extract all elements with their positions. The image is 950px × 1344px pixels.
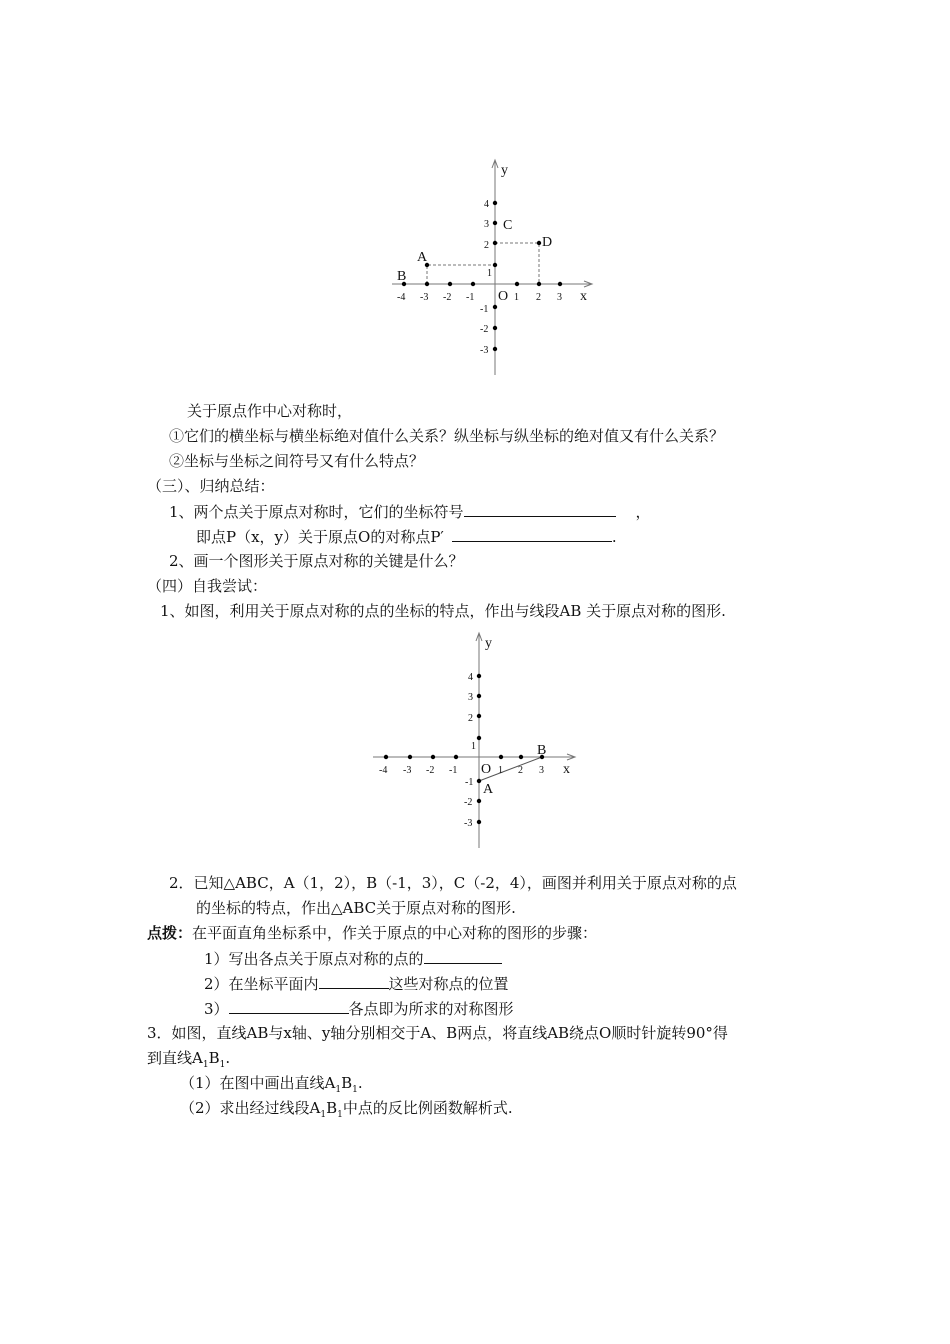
origin-label: O <box>481 762 492 777</box>
y-point-1 <box>477 736 481 740</box>
summary-1a-text: 1、两个点关于原点对称时，它们的坐标符号 <box>169 503 464 521</box>
y-axis-label: y <box>485 636 492 651</box>
q1-sub1: 1 <box>335 1085 342 1095</box>
x-tick-label: 1 <box>498 765 503 776</box>
point-label-d: D <box>542 235 553 250</box>
step-2-text-a: 2）在坐标平面内 <box>204 975 319 993</box>
y-axis-label: y <box>501 163 508 178</box>
origin-label: O <box>498 289 509 304</box>
q2-sub1: 1 <box>320 1110 327 1120</box>
y-tick-label: -1 <box>480 304 489 315</box>
x-tick-label: 2 <box>536 292 541 303</box>
y-tick-label: 1 <box>487 268 492 279</box>
y-tick-label: 4 <box>468 672 473 683</box>
point-label-b: B <box>397 269 407 284</box>
y-tick-label: 4 <box>484 199 489 210</box>
summary-1b <box>196 527 617 546</box>
x-point-3 <box>558 282 562 286</box>
y-point-neg1 <box>493 305 497 309</box>
x-point-2 <box>537 282 541 286</box>
y-tick-label: 2 <box>484 240 489 251</box>
x-point-neg4 <box>384 755 388 759</box>
q1-end: . <box>357 1074 363 1092</box>
y-point-3 <box>493 221 497 225</box>
x-point-neg3 <box>425 282 429 286</box>
y-point-2 <box>493 241 497 245</box>
answer-blank[interactable] <box>319 974 389 989</box>
x-tick-label: -1 <box>449 765 458 776</box>
dash-a <box>427 265 495 284</box>
answer-blank[interactable] <box>424 949 502 964</box>
task-2-line-2: 的坐标的特点，作出△ABC关于原点对称的图形. <box>196 899 516 917</box>
question-2: ②坐标与坐标之间符号又有什么特点？ <box>169 452 425 470</box>
point-label-a: A <box>417 250 428 265</box>
x-tick-label: -3 <box>403 765 412 776</box>
t3b-pre: 到直线A <box>147 1049 203 1067</box>
tip-line <box>147 924 597 942</box>
point-label-a: A <box>483 782 494 797</box>
task-3-line-2 <box>147 1049 230 1074</box>
answer-blank[interactable] <box>452 527 612 542</box>
coordinate-graph-1 <box>380 155 600 380</box>
step-3-text-b: 各点即为所求的对称图形 <box>348 1000 514 1018</box>
q2-sub2: 1 <box>337 1110 343 1120</box>
step-2-text-b: 这些对称点的位置 <box>388 975 509 993</box>
answer-blank[interactable] <box>229 999 349 1014</box>
summary-1a-end: ， <box>635 503 651 521</box>
summary-1a <box>169 502 651 521</box>
point-label-c: C <box>503 218 513 233</box>
dash-d <box>495 243 539 284</box>
y-point-neg3 <box>493 347 497 351</box>
question-1: ①它们的横坐标与横坐标绝对值什么关系？纵坐标与纵坐标的绝对值又有什么关系？ <box>169 427 725 445</box>
task-3-question-1 <box>180 1074 363 1099</box>
x-point-neg3 <box>408 755 412 759</box>
q2-mid: B <box>326 1099 338 1117</box>
task-3-line-1: 3．如图，直线AB与x轴、y轴分别相交于A、B两点，将直线AB绕点O顺时针旋转90°得 <box>147 1024 728 1042</box>
q2-end: 中点的反比例函数解析式. <box>342 1099 513 1117</box>
x-point-neg1 <box>454 755 458 759</box>
step-3 <box>204 999 514 1018</box>
point-a <box>477 779 481 783</box>
x-tick-label: 2 <box>518 765 523 776</box>
x-tick-label: 1 <box>514 292 519 303</box>
q1-sub2: 1 <box>352 1085 358 1095</box>
x-point-1 <box>499 755 503 759</box>
task-2-line-1: 2．已知△ABC，A（1，2），B（-1，3），C（-2，4），画图并利用关于原点对称的点 <box>169 874 737 892</box>
step-3-text-a: 3） <box>204 1000 229 1018</box>
x-point-neg2 <box>431 755 435 759</box>
t3b-sub2: 1 <box>219 1060 226 1070</box>
summary-1b-end: . <box>611 528 617 546</box>
x-tick-label: -1 <box>466 292 475 303</box>
q2-pre: （2）求出经过线段A <box>180 1099 321 1117</box>
x-tick-label: -4 <box>397 292 406 303</box>
task-3-question-2 <box>180 1099 513 1124</box>
step-1 <box>204 949 502 968</box>
t3b-sub1: 1 <box>202 1060 209 1070</box>
step-1-text: 1）写出各点关于原点对称的点的 <box>204 950 424 968</box>
y-tick-label: -2 <box>464 797 473 808</box>
x-point-neg1 <box>471 282 475 286</box>
x-tick-label: -2 <box>443 292 452 303</box>
x-tick-label: 3 <box>539 765 544 776</box>
y-point-3 <box>477 694 481 698</box>
y-point-neg2 <box>477 799 481 803</box>
y-point-1 <box>493 263 497 267</box>
x-point-neg2 <box>448 282 452 286</box>
x-tick-label: -3 <box>420 292 429 303</box>
y-tick-label: -1 <box>465 777 474 788</box>
step-2 <box>204 974 509 993</box>
y-tick-label: 1 <box>471 741 476 752</box>
y-tick-label: 2 <box>468 713 473 724</box>
t3b-mid: B <box>208 1049 220 1067</box>
y-tick-label: 3 <box>468 692 473 703</box>
y-point-neg3 <box>477 820 481 824</box>
x-point-2 <box>519 755 523 759</box>
tip-label: 点拨： <box>147 924 193 942</box>
y-point-neg2 <box>493 326 497 330</box>
answer-blank[interactable] <box>464 502 616 517</box>
coordinate-graph-2 <box>365 628 585 853</box>
y-point-2 <box>477 714 481 718</box>
point-label-b: B <box>537 743 547 758</box>
t3b-end: . <box>225 1049 231 1067</box>
x-axis-label: x <box>563 762 570 777</box>
q1-pre: （1）在图中画出直线A <box>180 1074 336 1092</box>
section-3-heading: （三）、归纳总结： <box>147 477 275 495</box>
q1-mid: B <box>341 1074 353 1092</box>
x-point-1 <box>515 282 519 286</box>
y-point-4 <box>493 201 497 205</box>
summary-1b-text: 即点P（x，y）关于原点O的对称点P′ <box>196 528 444 546</box>
intro-line: 关于原点作中心对称时， <box>187 402 353 420</box>
task-1: 1、如图，利用关于原点对称的点的坐标的特点，作出与线段AB 关于原点对称的图形. <box>160 602 726 620</box>
y-point-4 <box>477 674 481 678</box>
summary-2: 2、画一个图形关于原点对称的关键是什么？ <box>169 552 464 570</box>
y-tick-label: -2 <box>480 324 489 335</box>
point-d <box>537 241 541 245</box>
y-tick-label: 3 <box>484 219 489 230</box>
x-axis-label: x <box>580 289 587 304</box>
x-tick-label: 3 <box>557 292 562 303</box>
x-tick-label: -4 <box>379 765 388 776</box>
tip-text: 在平面直角坐标系中，作关于原点的中心对称的图形的步骤： <box>192 924 598 942</box>
y-tick-label: -3 <box>464 818 473 829</box>
section-4-heading: （四）自我尝试： <box>147 577 268 595</box>
y-tick-label: -3 <box>480 345 489 356</box>
x-tick-label: -2 <box>426 765 435 776</box>
